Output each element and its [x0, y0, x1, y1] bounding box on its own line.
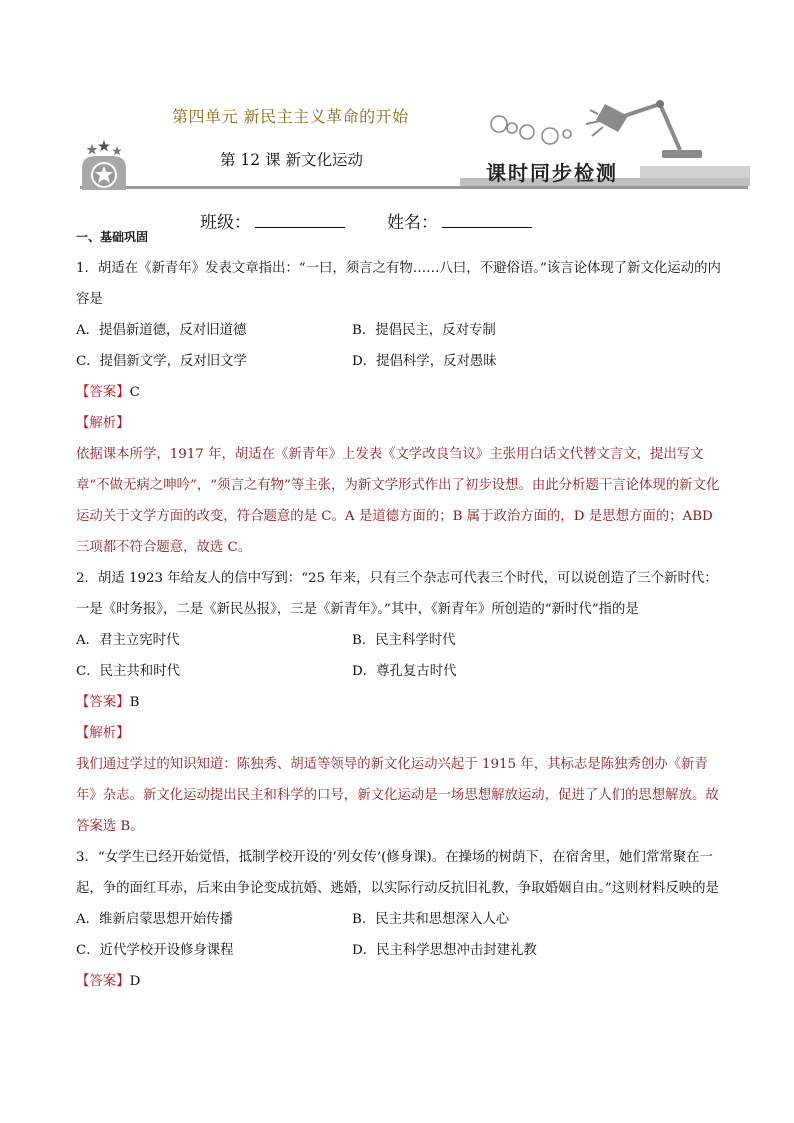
option-d: D．提倡科学，反对愚昧	[352, 354, 497, 369]
question-2	[76, 563, 726, 842]
option-list	[76, 904, 726, 966]
lesson-title: 第 12 课 新文化运动	[220, 151, 364, 169]
answer-value: B	[129, 695, 140, 710]
page-header	[0, 0, 794, 200]
option-list	[76, 315, 726, 377]
star-badge-icon	[82, 140, 126, 190]
option-a: A．提倡新道德，反对旧道德	[76, 323, 247, 338]
brand-title: 课时同步检测	[486, 161, 618, 185]
question-stem: 2．胡适 1923 年给友人的信中写到：“25 年来，只有三个杂志可代表三个时代，可以说创造了三个新时代：一是《时务报》，二是《新民丛报》，三是《新青年》。”其中，《新青年》所创造的“新时代”指的是	[76, 571, 718, 617]
header-art	[0, 0, 794, 200]
answer-label: 【答案】	[76, 385, 130, 400]
explanation-label: 【解析】	[76, 416, 130, 431]
option-d: D．尊孔复古时代	[352, 664, 457, 679]
header-rule	[80, 186, 748, 189]
option-a: A．维新启蒙思想开始传播	[76, 912, 233, 927]
option-list	[76, 625, 726, 687]
worksheet-content	[76, 228, 726, 997]
answer-value: D	[129, 974, 141, 989]
explanation-text: 依据课本所学，1917 年，胡适在《新青年》上发表《文学改良刍议》主张用白话文代替文言文，提出写文章“不做无病之呻吟”，“须言之有物”等主张，为新文学形式作出了初步设想。由此分析题干言论体现的新文化运动关于文学方面的改变，符合题意的是 C。A 是道德方面的；B 属于政治方面的，D 是思想方面的；ABD 三项都不符合题意，故选 C。	[76, 447, 720, 555]
name-label: 姓名：	[387, 213, 438, 233]
unit-title: 第四单元 新民主主义革命的开始	[172, 107, 409, 126]
explanation-label: 【解析】	[76, 726, 130, 741]
desk-lamp-icon	[586, 100, 702, 158]
answer-label: 【答案】	[76, 974, 130, 989]
name-blank[interactable]	[442, 211, 532, 228]
option-c: C．近代学校开设修身课程	[76, 943, 234, 958]
option-b: B．提倡民主，反对专制	[352, 323, 496, 338]
option-d: D．民主科学思想冲击封建礼教	[352, 943, 537, 958]
class-blank[interactable]	[255, 211, 345, 228]
question-stem: 3．“女学生已经开始觉悟，抵制学校开设的‘列女传’(修身课)。在操场的树荫下，在宿舍里，她们常常聚在一起，争的面红耳赤，后来由争论变成抗婚、逃婚，以实际行动反抗旧礼教，争取婚姻自由。”这则材料反映的是	[76, 850, 719, 896]
option-a: A．君主立宪时代	[76, 633, 180, 648]
option-c: C．民主共和时代	[76, 664, 180, 679]
answer-label: 【答案】	[76, 695, 130, 710]
explanation-text: 我们通过学过的知识知道：陈独秀、胡适等领导的新文化运动兴起于 1915 年，其标志是陈独秀创办《新青年》杂志。新文化运动提出民主和科学的口号，新文化运动是一场思想解放运动，促进了人们的思想解放。故答案选 B。	[76, 757, 719, 834]
question-1	[76, 253, 726, 563]
question-3	[76, 842, 726, 997]
option-c: C．提倡新文学，反对旧文学	[76, 354, 247, 369]
answer-line	[76, 966, 726, 997]
class-label: 班级：	[200, 213, 251, 233]
question-stem: 1．胡适在《新青年》发表文章指出：“一曰，须言之有物……八曰，不避俗语。”该言论体现了新文化运动的内容是	[76, 261, 721, 307]
answer-line	[76, 687, 726, 718]
option-b: B．民主科学时代	[352, 633, 456, 648]
section-title: 一、基础巩固	[76, 230, 149, 244]
option-b: B．民主共和思想深入人心	[352, 912, 510, 927]
bubbles-icon	[491, 116, 571, 144]
header-rule-step-2	[640, 166, 750, 178]
answer-value: C	[129, 385, 140, 400]
answer-line	[76, 377, 726, 408]
